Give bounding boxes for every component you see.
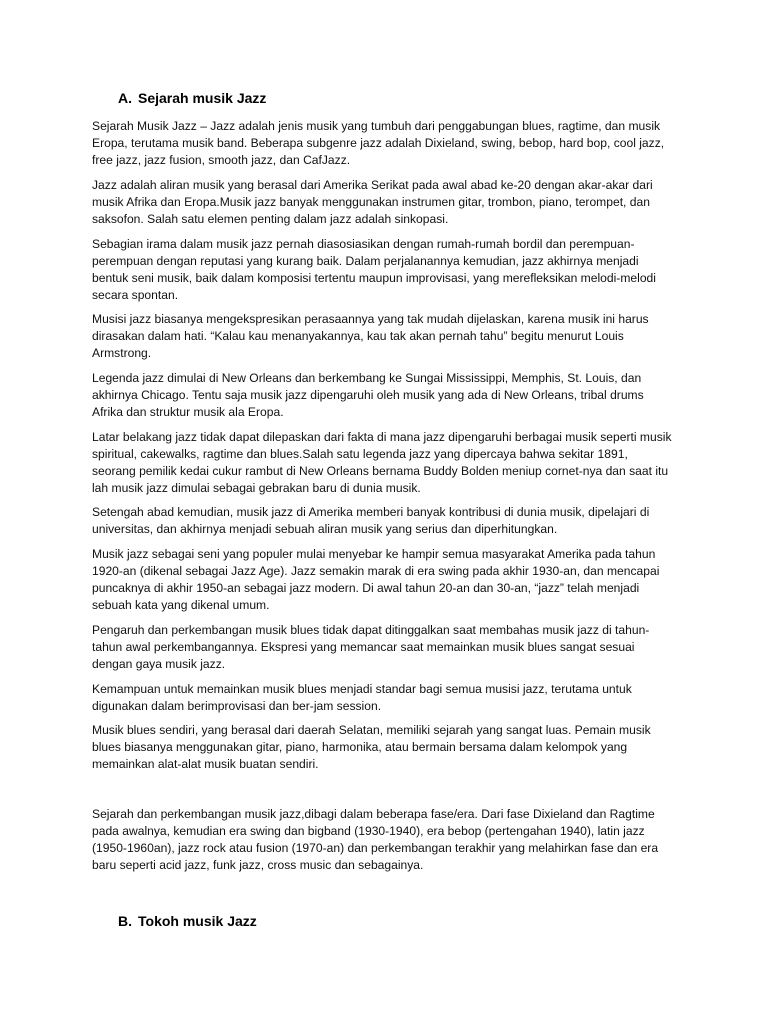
paragraph-6: Latar belakang jazz tidak dapat dilepaskan dari fakta di mana jazz dipengaruhi berbagai musik seperti musik spiritual, cakewalks, ragtime dan blues.Salah satu legenda jazz yang dipercaya bahwa sekitar 1891, seorang pemilik kedai cukur rambut di New Orleans bernama Buddy Bolden meniup cornet-nya dan saat itu lah musik jazz dimulai sebagai gebrakan baru di dunia musik. <box>92 430 672 495</box>
paragraph-7: Setengah abad kemudian, musik jazz di Amerika memberi banyak kontribusi di dunia musik, dipelajari di universitas, dan akhirnya menjadi sebuah aliran musik yang serius dan diperhitungkan. <box>92 505 650 536</box>
paragraph-8: Musik jazz sebagai seni yang populer mulai menyebar ke hampir semua masyarakat Amerika pada tahun 1920-an (dikenal sebagai Jazz Age). Jazz semakin marak di era swing pada akhir 1930-an, dan mencapai puncaknya di akhir 1950-an sebagai jazz modern. Di awal tahun 20-an dan 30-an, “jazz” telah menjadi sebuah kata yang dikenal umum. <box>92 547 660 612</box>
section-b-title: Tokoh musik Jazz <box>138 913 257 929</box>
paragraph-5: Legenda jazz dimulai di New Orleans dan berkembang ke Sungai Mississippi, Memphis, St. Louis, dan akhirnya Chicago. Tentu saja musik jazz dipengaruhi oleh musik yang ada di New Orleans, tribal drums Afrika dan struktur musik ala Eropa. <box>92 371 644 419</box>
paragraph-3: Sebagian irama dalam musik jazz pernah diasosiasikan dengan rumah-rumah bordil dan perempuan-perempuan dengan reputasi yang kurang baik. Dalam perjalanannya kemudian, jazz akhirnya menjadi bentuk seni musik, baik dalam komposisi tertentu maupun improvisasi, yang merefleksikan melodi-melodi secara spontan. <box>92 237 656 302</box>
paragraph-11: Musik blues sendiri, yang berasal dari daerah Selatan, memiliki sejarah yang sangat luas. Pemain musik blues biasanya menggunakan gitar, piano, harmonika, atau bermain bersama dalam kelompok yang memainkan alat-alat musik buatan sendiri. <box>92 723 651 771</box>
section-a-title: Sejarah musik Jazz <box>138 90 267 106</box>
paragraph-10: Kemampuan untuk memainkan musik blues menjadi standar bagi semua musisi jazz, terutama untuk digunakan dalam berimprovisasi dan ber-jam session. <box>92 682 632 713</box>
paragraph-4: Musisi jazz biasanya mengekspresikan perasaannya yang tak mudah dijelaskan, karena musik ini harus dirasakan dalam hati. “Kalau kau menanyakannya, kau tak akan pernah tahu” begitu menurut Louis Armstrong. <box>92 312 649 360</box>
paragraph-2: Jazz adalah aliran musik yang berasal dari Amerika Serikat pada awal abad ke-20 dengan akar-akar dari musik Afrika dan Eropa.Musik jazz banyak menggunakan instrumen gitar, trombon, piano, terompet, dan saksofon. Salah satu elemen penting dalam jazz adalah sinkopasi. <box>92 178 653 226</box>
paragraph-12: Sejarah dan perkembangan musik jazz,dibagi dalam beberapa fase/era. Dari fase Dixieland dan Ragtime pada awalnya, kemudian era swing dan bigband (1930-1940), era bebop (pertengahan 1940), latin jazz (1950-1960an), jazz rock atau fusion (1970-an) dan perkembangan terakhir yang melahirkan fase dan era baru seperti acid jazz, funk jazz, cross music dan sebagainya. <box>92 807 659 872</box>
section-a-letter: A. <box>118 90 132 106</box>
paragraph-9: Pengaruh dan perkembangan musik blues tidak dapat ditinggalkan saat membahas musik jazz di tahun-tahun awal perkembangannya. Ekspresi yang memancar saat memainkan musik blues sangat sesuai dengan gaya musik jazz. <box>92 623 650 671</box>
section-a-heading <box>118 90 266 106</box>
paragraph-1: Sejarah Musik Jazz – Jazz adalah jenis musik yang tumbuh dari penggabungan blues, ragtime, dan musik Eropa, terutama musik band. Beberapa subgenre jazz adalah Dixieland, swing, bebop, hard bop, cool jazz, free jazz, jazz fusion, smooth jazz, dan CafJazz. <box>92 119 665 167</box>
section-b-letter: B. <box>118 913 132 929</box>
section-b-heading <box>118 913 257 929</box>
